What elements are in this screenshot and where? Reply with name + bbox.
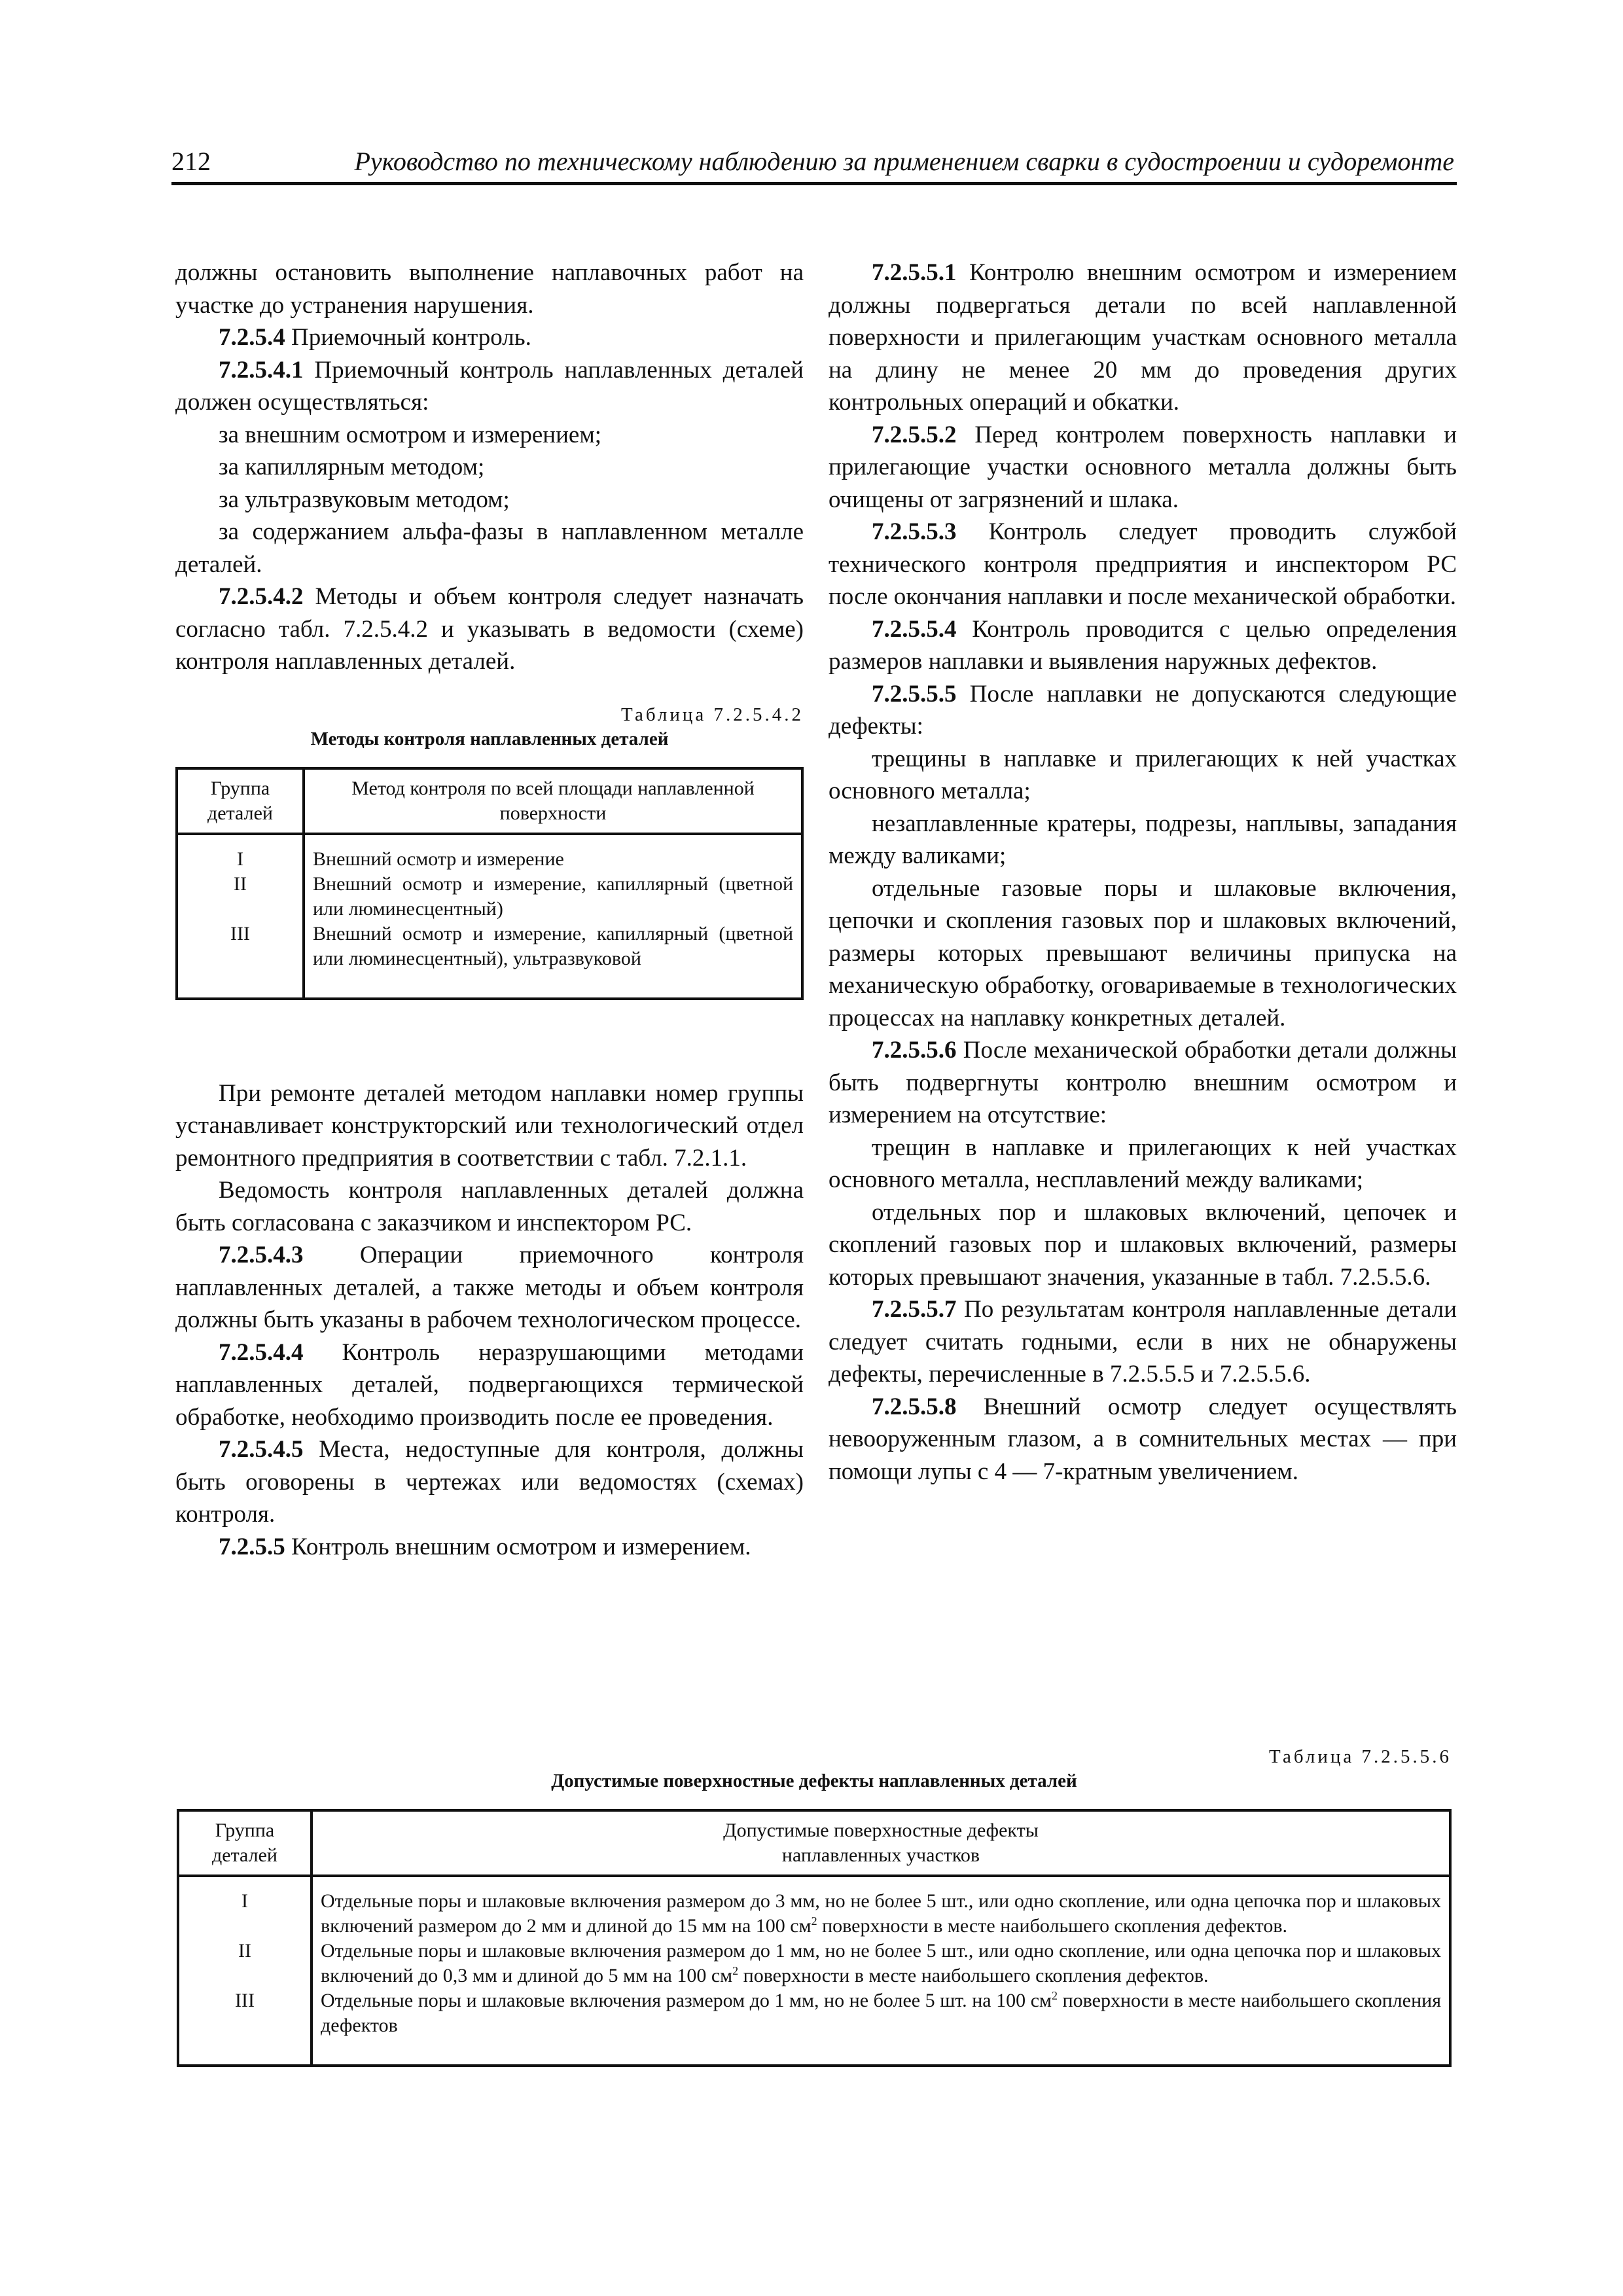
list-item: за внешним осмотром и измерением; [219,421,602,448]
clause-text: Приемочный контроль. [285,324,531,351]
table-header-group: Группа деталей [177,768,304,834]
clause-number: 7.2.5.4.2 [219,583,304,610]
clause-text: Операции приемочного контроля наплавленных деталей, а также методы и объем контроля должны быть указаны в рабочем технологическом процессе. [175,1242,804,1333]
list-item: трещин в наплавке и прилегающих к ней участках основного металла, несплавлений между валиками; [829,1134,1457,1193]
clause-number: 7.2.5.4.4 [219,1338,304,1366]
superscript: 2 [811,1914,817,1928]
method-text: Внешний осмотр и измерение, капиллярный (цветной или люминесцентный), ультразвуковой [313,922,793,969]
defects-cell [312,1876,1450,2066]
paragraph [829,1391,1457,1488]
clause-number: 7.2.5.5.1 [872,259,957,286]
paragraph [175,581,804,678]
clause-text: После наплавки не допускаются следующие дефекты: [829,680,1457,740]
clause-number: 7.2.5.4.5 [219,1436,304,1463]
page-header [171,145,1457,185]
table-row [177,834,802,999]
paragraph: должны остановить выполнение наплавочных работ на участке до устранения нарушения. [175,259,804,319]
list-item: трещины в наплавке и прилегающих к ней участках основного металла; [829,745,1457,804]
list-item: отдельных пор и шлаковых включений, цепочек и скоплений газовых пор и шлаковых включений, размеры которых превышают значения, указанные в табл. 7.2.5.5.6. [829,1198,1457,1291]
group-label: I [241,1890,248,1912]
clause-text: Внешний осмотр следует осуществлять невооруженным глазом, а в сомнительных местах — при помощи лупы с 4 — 7-кратным увеличением. [829,1393,1457,1485]
paragraph [175,1531,804,1564]
group-label: III [230,922,250,944]
group-cell [177,834,304,999]
methods-table [175,767,804,1000]
clause-number: 7.2.5.5.8 [872,1393,957,1420]
defects-table [177,1809,1452,2067]
group-label: I [237,848,243,870]
method-cell [304,834,802,999]
paragraph [829,516,1457,613]
clause-text: По результатам контроля наплавленные детали следует считать годными, если в них не обнаружены дефекты, перечисленные в 7.2.5.5.5 и 7.2.5.5.6. [829,1296,1457,1388]
defect-text-part: поверхности в месте наибольшего скопления дефектов [321,1990,1441,2036]
clause-number: 7.2.5.4.3 [219,1242,304,1268]
clause-number: 7.2.5.4.1 [219,356,304,384]
paragraph: При ремонте деталей методом наплавки номер группы устанавливает конструкторский или технологический отдел ремонтного предприятия в соответствии с табл. 7.2.1.1. [175,1079,804,1172]
paragraph [829,613,1457,678]
defect-text-part: Отдельные поры и шлаковые включения размером до 1 мм, но не более 5 шт. на 100 см [321,1990,1052,2011]
paragraph [175,354,804,419]
table-header-defects [312,1810,1450,1876]
superscript: 2 [732,1964,739,1977]
table-title: Методы контроля наплавленных деталей [310,728,669,749]
header-line: Допустимые поверхностные дефекты [723,1820,1039,1841]
group-cell [178,1876,312,2066]
left-column [175,257,804,1563]
table-title: Допустимые поверхностные дефекты наплавленных деталей [551,1770,1077,1791]
paragraph [829,1293,1457,1391]
clause-text: После механической обработки детали должны быть подвергнуты контролю внешним осмотром и измерением на отсутствие: [829,1037,1457,1128]
clause-number: 7.2.5.5.6 [872,1037,957,1064]
clause-text: Контроль неразрушающими методами наплавленных деталей, подвергающихся термической обработке, необходимо производить после ее проведения. [175,1338,804,1431]
clause-text: Места, недоступные для контроля, должны быть оговорены в чертежах или ведомостях (схемах) контроля. [175,1436,804,1528]
clause-number: 7.2.5.4 [219,324,285,351]
list-item: за ультразвуковым методом; [219,486,510,513]
clause-text: Контроль внешним осмотром и измерением. [285,1533,751,1560]
list-item: за содержанием альфа-фазы в наплавленном металле деталей. [175,518,804,578]
paragraph [829,678,1457,743]
list-item: отдельные газовые поры и шлаковые включения, цепочки и скопления газовых пор и шлаковых включений, размеры которых превышают величины припуска на механическую обработку, оговариваемые в технологических процессах на наплавку конкретных деталей. [829,874,1457,1031]
group-label: II [234,872,247,895]
clause-number: 7.2.5.5.4 [872,615,957,643]
group-label: II [238,1940,251,1962]
clause-number: 7.2.5.5.2 [872,421,957,448]
superscript: 2 [1052,1989,1058,2002]
paragraph [829,419,1457,516]
paragraph [175,1336,804,1434]
method-text: Внешний осмотр и измерение [313,848,564,870]
table-row [178,1876,1450,2066]
clause-number: 7.2.5.5.7 [872,1296,957,1323]
clause-text: Контролю внешним осмотром и измерением должны подвергаться детали по всей наплавленной поверхности и прилегающим участкам основного металла на длину не менее 20 мм до проведения других контрольных операций и обкатки. [829,259,1457,416]
clause-text: Контроль проводится с целью определения размеров наплавки и выявления наружных дефектов. [829,615,1457,675]
defect-text [321,1988,1441,2038]
defect-text-part: Отдельные поры и шлаковые включения размером до 3 мм, но не более 5 шт., или одно скопление, или одна цепочка пор и шлаковых включений размером до 2 мм и длиной до 15 мм на 100 см [321,1890,1441,1937]
running-title: Руководство по техническому наблюдению за применением сварки в судостроении и судоремонте [354,147,1454,176]
clause-text: Перед контролем поверхность наплавки и прилегающие участки основного металла должны быть очищены от загрязнений и шлака. [829,421,1457,513]
table-caption: Таблица 7.2.5.5.6 [1268,1746,1452,1767]
header-line: наплавленных участков [781,1844,980,1866]
paragraph [175,321,804,354]
paragraph [829,1034,1457,1132]
clause-number: 7.2.5.5 [219,1533,285,1560]
clause-text: Методы и объем контроля следует назначать согласно табл. 7.2.5.4.2 и указывать в ведомости (схеме) контроля наплавленных деталей. [175,583,804,675]
defect-text [321,1939,1441,1988]
list-item: за капиллярным методом; [219,454,485,480]
defects-table-block [177,1745,1452,2067]
defect-text-part: Отдельные поры и шлаковые включения размером до 1 мм, но не более 5 шт., или одно скопление, или одна цепочка пор и шлаковых включений до 0,3 мм и длиной до 5 мм на 100 см [321,1940,1441,1986]
table-header-method: Метод контроля по всей площади наплавленной поверхности [304,768,802,834]
paragraph [175,1433,804,1531]
clause-number: 7.2.5.5.3 [872,518,957,545]
defect-text-part: поверхности в месте наибольшего скопления дефектов. [738,1965,1209,1986]
table-caption: Таблица 7.2.5.4.2 [620,704,804,725]
list-item: незаплавленные кратеры, подрезы, наплывы, западания между валиками; [829,810,1457,869]
defect-text [321,1889,1441,1939]
table-header-group: Группа деталей [178,1810,312,1876]
right-column [829,257,1457,1488]
clause-number: 7.2.5.5.5 [872,680,957,708]
clause-text: Приемочный контроль наплавленных деталей должен осуществляться: [175,356,804,416]
paragraph: Ведомость контроля наплавленных деталей должна быть согласована с заказчиком и инспектором РС. [175,1177,804,1236]
defect-text-part: поверхности в месте наибольшего скопления дефектов. [817,1915,1287,1937]
clause-text: Контроль следует проводить службой технического контроля предприятия и инспектором РС после окончания наплавки и после механической обработки. [829,518,1457,610]
page-number: 212 [171,147,211,176]
group-label: III [235,1990,255,2011]
paragraph [829,257,1457,419]
method-text: Внешний осмотр и измерение, капиллярный (цветной или люминесцентный) [313,872,793,920]
paragraph [175,1239,804,1336]
